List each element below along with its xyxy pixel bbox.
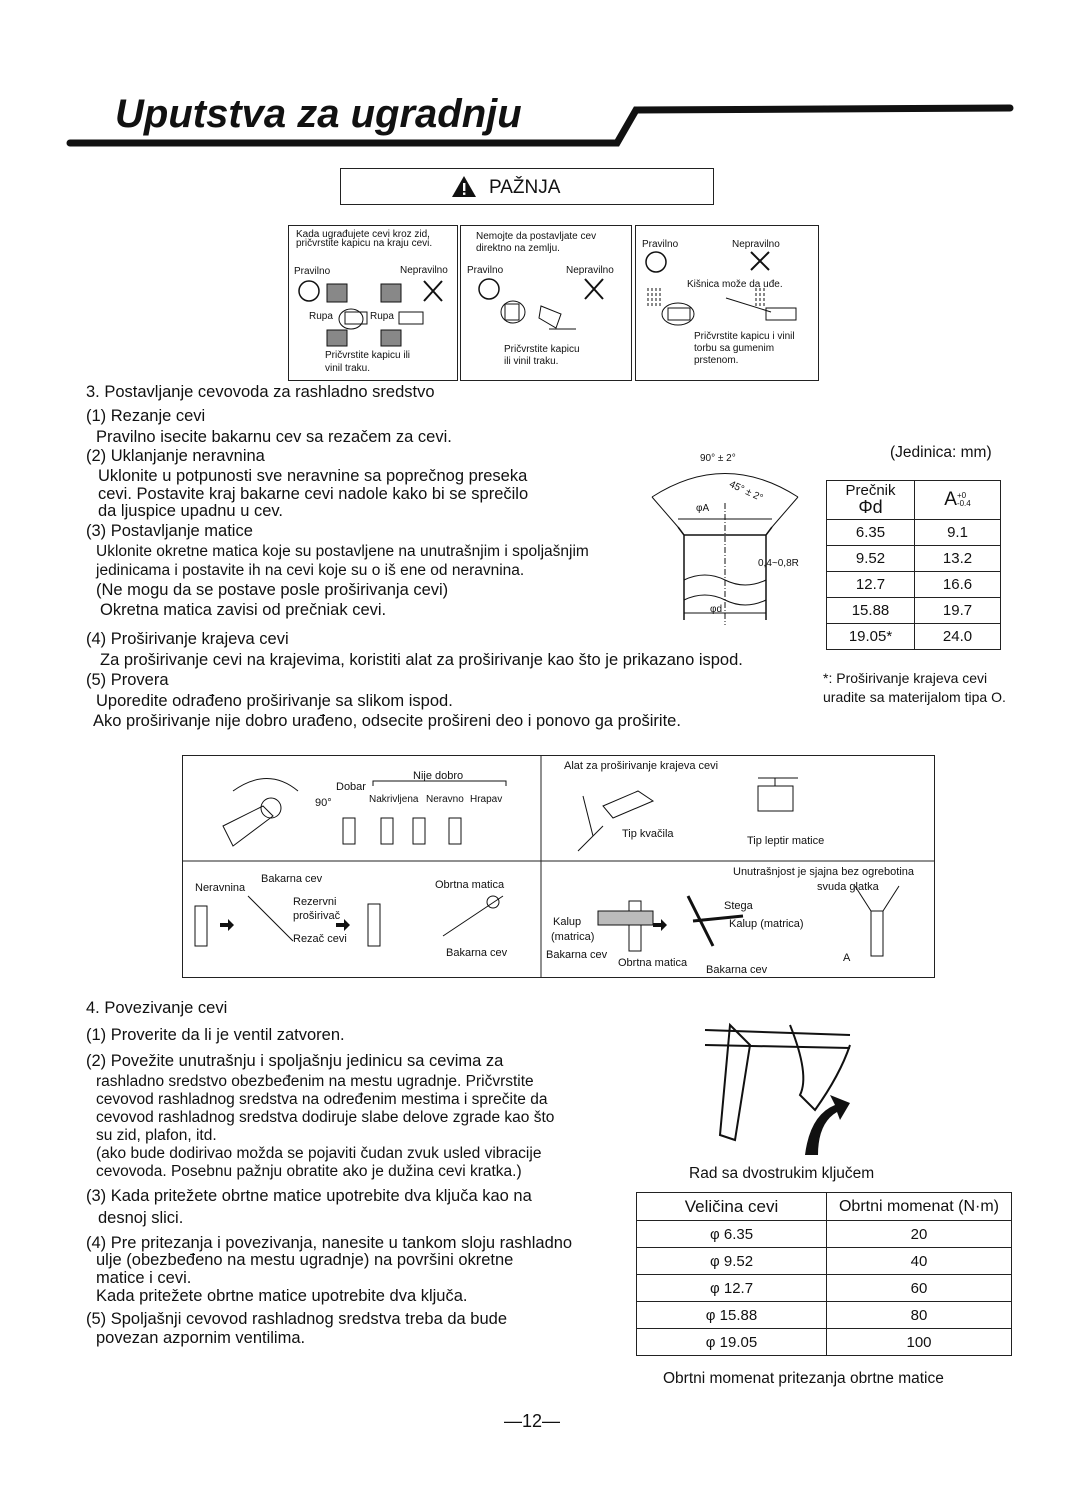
body-text: cevovod rashladnog sredstva na određenim mestima i sprečite da <box>96 1091 548 1108</box>
body-text: Uklonite u potpunosti sve neravnine sa poprečnog preseka <box>98 467 528 485</box>
tolerance-plus: +0 <box>956 490 967 500</box>
label: Rezač cevi <box>293 933 347 945</box>
table-row <box>637 1302 1012 1329</box>
cell: 9.52 <box>827 546 915 572</box>
col-pipe-size: Veličina cevi <box>637 1193 827 1221</box>
cell: 13.2 <box>915 546 1001 572</box>
subheading: (5) Spoljašnji cevovod rashladnog sredstva treba da bude <box>86 1310 508 1328</box>
subheading: (1) Rezanje cevi <box>86 407 206 425</box>
radius-label: 0,4~0,8R <box>758 558 799 569</box>
label: Bakarna cev <box>546 949 608 961</box>
label: Hrapav <box>470 794 503 805</box>
hole-label: Rupa <box>309 311 333 322</box>
subheading: (2) Povežite unutrašnju i spoljašnju jedinicu sa cevima za <box>86 1052 504 1070</box>
col-diameter: Prečnik <box>845 482 896 499</box>
phi-a-label: φA <box>696 503 710 514</box>
label: Rezervni <box>293 896 337 908</box>
note: Nemojte da postavljate cev <box>476 231 597 242</box>
subheading: (5) Provera <box>86 671 169 689</box>
body-text: Okretna matica zavisi od prečniak cevi. <box>100 601 387 619</box>
cell: φ 6.35 <box>637 1221 827 1248</box>
cell: 19.7 <box>915 598 1001 624</box>
cell: φ 19.05 <box>637 1329 827 1356</box>
bad-label: Nepravilno <box>566 265 614 276</box>
good-label: Pravilno <box>642 239 679 250</box>
table-row <box>827 598 1001 624</box>
rain-note: Kišnica može da uđe. <box>687 279 783 290</box>
label: Obrtna matica <box>435 879 505 891</box>
label: Neravno <box>426 794 464 805</box>
subheading: (4) Proširivanje krajeva cevi <box>86 630 289 648</box>
cell: 60 <box>827 1275 1012 1302</box>
cell: 40 <box>827 1248 1012 1275</box>
label: Unutrašnjost je sjajna bez ogrebotina <box>733 866 915 878</box>
tolerance-minus: -0.4 <box>956 498 971 508</box>
caution-label: PAŽNJA <box>489 177 561 198</box>
flare-table <box>826 480 1001 650</box>
label: Tip leptir matice <box>747 835 825 847</box>
label: Nije dobro <box>413 770 464 782</box>
label: proširivač <box>293 910 341 922</box>
torque-table <box>636 1192 1012 1356</box>
body-text: (Ne mogu da se postave posle proširivanja cevi) <box>96 581 449 599</box>
col-a: A <box>944 489 957 510</box>
table-row <box>637 1329 1012 1356</box>
good-label: Pravilno <box>467 265 504 276</box>
page-title: Uputstva za ugradnju <box>115 92 522 136</box>
body-text: povezan azpornim ventilima. <box>96 1329 306 1347</box>
label: Bakarna cev <box>446 947 508 959</box>
body-text: su zid, plafon, itd. <box>96 1127 217 1144</box>
label: (matrica) <box>551 931 595 943</box>
note: Kada ugrađujete cevi kroz zid, <box>296 229 430 240</box>
col-diameter-symbol: Φd <box>858 497 883 517</box>
body-text: Uklonite okretne matica koje su postavljene na unutrašnjim i spoljašnjim <box>96 543 589 560</box>
label: Neravnina <box>195 882 246 894</box>
cell: 6.35 <box>827 520 915 546</box>
torque-caption: Obrtni momenat pritezanja obrtne matice <box>663 1370 944 1387</box>
body-text: Za proširivanje cevi na krajevima, koristiti alat za proširivanje kao što je prikazano ispod. <box>100 651 743 669</box>
section-heading: 3. Postavljanje cevovoda za rashladno sredstvo <box>86 383 435 401</box>
label: Stega <box>724 900 753 912</box>
tools-diagram <box>182 755 935 978</box>
body-text: Kada pritežete obrtne matice upotrebite dva ključa. <box>96 1287 468 1305</box>
cell: φ 9.52 <box>637 1248 827 1275</box>
note: pričvrstite kapicu na kraju cevi. <box>296 238 433 249</box>
body-text: ulje (obezbeđeno na mestu ugradnje) na površini okretne <box>96 1251 514 1269</box>
label: Dobar <box>336 781 366 793</box>
cell: 100 <box>827 1329 1012 1356</box>
cell: φ 12.7 <box>637 1275 827 1302</box>
body-text: Uporedite odrađeno proširivanje sa slikom ispod. <box>96 692 453 710</box>
label: Nakrivljena <box>369 794 419 805</box>
cell: 16.6 <box>915 572 1001 598</box>
flare-note: uradite sa materijalom tipa O. <box>823 689 1006 705</box>
subheading: (1) Proverite da li je ventil zatvoren. <box>86 1026 345 1044</box>
table-row <box>637 1221 1012 1248</box>
body-text: cevovoda. Posebnu pažnju obratite ako je dužina cevi kratka.) <box>96 1163 522 1180</box>
label: 90° <box>315 797 332 809</box>
cell: 19.05* <box>827 624 915 650</box>
table-row <box>827 546 1001 572</box>
body-text: cevovod rashladnog sredstva dodiruje slabe delove zgrade kao što <box>96 1109 555 1126</box>
section-heading: 4. Povezivanje cevi <box>86 999 228 1017</box>
subheading: (3) Postavljanje matice <box>86 522 253 540</box>
bad-label: Nepravilno <box>400 265 448 276</box>
cell: 80 <box>827 1302 1012 1329</box>
page-number: —12— <box>504 1411 561 1431</box>
caption: vinil traku. <box>325 363 371 374</box>
title-underline <box>0 0 1083 160</box>
cell: 15.88 <box>827 598 915 624</box>
angle-90-label: 90° ± 2° <box>700 453 736 464</box>
body-text: jedinicama i postavite ih na cevi koje su o iš ene od neravnina. <box>96 562 525 579</box>
label: Bakarna cev <box>261 873 323 885</box>
caption: ili vinil traku. <box>504 356 559 367</box>
phi-d-label: φd <box>710 604 723 615</box>
body-text: (ako bude dodirivao možda se pojaviti čudan zvuk usled vibracije <box>96 1145 542 1162</box>
label: Alat za proširivanje krajeva cevi <box>564 760 719 772</box>
bad-label: Nepravilno <box>732 239 780 250</box>
subheading: (3) Kada pritežete obrtne matice upotrebite dva ključa kao na <box>86 1187 532 1205</box>
flare-note: *: Proširivanje krajeva cevi <box>823 670 988 686</box>
body-text: matice i cevi. <box>96 1269 192 1287</box>
warn-box-wall <box>288 225 458 381</box>
cell: 12.7 <box>827 572 915 598</box>
hole-label: Rupa <box>370 311 394 322</box>
cell: φ 15.88 <box>637 1302 827 1329</box>
label: Tip kvačila <box>622 828 674 840</box>
unit-label: (Jedinica: mm) <box>890 444 992 461</box>
caption: prstenom. <box>694 355 739 366</box>
wrench-caption: Rad sa dvostrukim ključem <box>689 1165 875 1182</box>
warn-box-ground <box>460 225 632 381</box>
caption: Pričvrstite kapicu i vinil <box>694 331 795 342</box>
table-row <box>637 1275 1012 1302</box>
label: Kalup <box>553 916 582 928</box>
label: Bakarna cev <box>706 964 768 976</box>
double-wrench-illustration <box>700 1015 860 1160</box>
label: A <box>843 952 851 964</box>
caption: Pričvrstite kapicu <box>504 344 580 355</box>
caption: torbu sa gumenim <box>694 343 775 354</box>
ground-pipe-illustration <box>461 274 631 334</box>
body-text: rashladno sredstvo obezbeđenim na mestu ugradnje. Pričvrstite <box>96 1073 534 1090</box>
body-text: desnoj slici. <box>98 1209 184 1227</box>
body-text: da ljuspice upadnu u cev. <box>98 502 283 520</box>
table-row <box>827 624 1001 650</box>
cell: 24.0 <box>915 624 1001 650</box>
cell: 9.1 <box>915 520 1001 546</box>
body-text: cevi. Postavite kraj bakarne cevi nadole kako bi se sprečilo <box>98 485 529 503</box>
table-row <box>827 572 1001 598</box>
caution-banner <box>340 168 714 205</box>
body-text: Pravilno isecite bakarnu cev sa rezačem za cevi. <box>96 428 452 446</box>
label: Kalup (matrica) <box>729 918 804 930</box>
caption: Pričvrstite kapicu ili <box>325 350 411 361</box>
subheading: (2) Uklanjanje neravnina <box>86 447 265 465</box>
body-text: Ako proširivanje nije dobro urađeno, odsecite prošireni deo i ponovo ga proširite. <box>93 712 681 730</box>
warn-box-rain <box>635 225 819 381</box>
col-torque: Obrtni momenat (N·m) <box>827 1193 1012 1221</box>
note: direktno na zemlju. <box>476 243 560 254</box>
label: svuda glatka <box>817 881 879 893</box>
subheading: (4) Pre pritezanja i povezivanja, nanesite u tankom sloju rashladno <box>86 1234 573 1252</box>
table-row <box>637 1248 1012 1275</box>
cell: 20 <box>827 1221 1012 1248</box>
good-label: Pravilno <box>294 266 331 277</box>
angle-45-label: 45° ± 2° <box>727 478 765 505</box>
label: Obrtna matica <box>618 957 688 969</box>
table-row <box>827 520 1001 546</box>
warning-icon <box>451 175 477 198</box>
